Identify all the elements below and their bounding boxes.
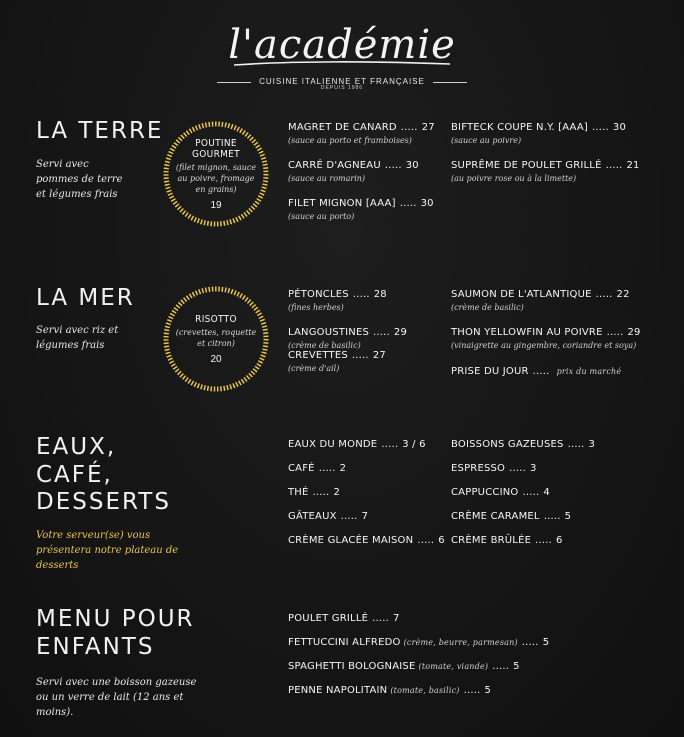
- menu-item: CRÈME CARAMEL ..... 5: [451, 511, 572, 522]
- section-title-enfants: MENU POUR ENFANTS: [36, 606, 195, 660]
- menu-item: SAUMON DE L'ATLANTIQUE ..... 22 (crème de basilic): [451, 289, 630, 312]
- menu-item: SPAGHETTI BOLOGNAISE (tomate, viande) ..... 5: [288, 661, 520, 672]
- item-name: BIFTECK COUPE N.Y. [AAA]: [451, 122, 589, 133]
- item-price: 29: [393, 327, 408, 338]
- badge-desc: (filet mignon, sauce au poivre, fromage en grains): [175, 162, 257, 194]
- item-price: 27: [421, 122, 435, 133]
- badge-name: RISOTTO: [195, 313, 237, 325]
- item-note: (crème de basilic): [451, 303, 524, 312]
- item-name: THON YELLOWFIN AU POIVRE: [451, 327, 603, 338]
- badge-risotto: [162, 285, 270, 393]
- menu-item: SUPRÊME DE POULET GRILLÉ ..... 21 (au poivre rose ou à la limette): [451, 160, 640, 183]
- item-note: (sauce au romarin): [288, 174, 366, 183]
- item-note: (crème de basilic): [288, 341, 361, 350]
- menu-item: CREVETTES ..... 27 (crème d'ail): [288, 350, 386, 373]
- menu-item: THÉ ..... 2: [288, 487, 341, 498]
- menu-item: MAGRET DE CANARD ..... 27 (sauce au porto et framboises): [288, 122, 435, 145]
- badge-desc: (crevettes, roquette et citron): [175, 327, 257, 348]
- item-price: 30: [420, 198, 434, 209]
- item-name: CREVETTES: [288, 350, 348, 361]
- cuisine-subtitle: CUISINE ITALIENNE ET FRANÇAISE: [251, 77, 433, 86]
- menu-item: PRISE DU JOUR ..... prix du marché: [451, 366, 622, 377]
- item-name: PRISE DU JOUR: [451, 366, 529, 377]
- menu-item: FILET MIGNON [AAA] ..... 30 (sauce au porto): [288, 198, 434, 221]
- menu-item: PÉTONCLES ..... 28 (fines herbes): [288, 289, 387, 312]
- menu-item: CAFÉ ..... 2: [288, 463, 347, 474]
- menu-item: CRÈME BRÛLÉE ..... 6: [451, 535, 563, 546]
- item-name: FILET MIGNON [AAA]: [288, 198, 396, 209]
- menu-item: CARRÉ D'AGNEAU ..... 30 (sauce au romarin): [288, 160, 419, 183]
- menu-item: POULET GRILLÉ ..... 7: [288, 613, 400, 624]
- item-name: PÉTONCLES: [288, 289, 349, 300]
- section-title-terre: LA TERRE: [36, 118, 164, 144]
- badge-name: POUTINE GOURMET: [192, 137, 240, 160]
- item-price: 28: [373, 289, 387, 300]
- item-note: (crème d'ail): [288, 364, 340, 373]
- logo-swash: [232, 60, 452, 68]
- item-name: MAGRET DE CANARD: [288, 122, 397, 133]
- item-note: (fines herbes): [288, 303, 344, 312]
- menu-item: LANGOUSTINES ..... 29 (crème de basilic): [288, 327, 408, 350]
- menu-item: ESPRESSO ..... 3: [451, 463, 537, 474]
- restaurant-logo: l'académie: [228, 22, 456, 68]
- menu-item: FETTUCCINI ALFREDO (crème, beurre, parmesan) ..... 5: [288, 637, 550, 648]
- item-name: SUPRÊME DE POULET GRILLÉ: [451, 160, 602, 171]
- since-label: DEPUIS 1986: [320, 85, 364, 91]
- item-note: (sauce au poivre): [451, 136, 522, 145]
- section-title-eaux: EAUX, CAFÉ, DESSERTS: [36, 434, 171, 516]
- section-desc-terre: Servi avec pommes de terre et légumes frais: [36, 159, 123, 200]
- section-desc-enfants: Servi avec une boisson gazeuse ou un verre de lait (12 ans et moins).: [36, 677, 197, 718]
- menu-item: GÂTEAUX ..... 7: [288, 511, 369, 522]
- item-note: (sauce au porto): [288, 212, 355, 221]
- item-note: (vinaigrette au gingembre, coriandre et soya): [451, 341, 637, 350]
- item-name: CARRÉ D'AGNEAU: [288, 160, 381, 171]
- section-title-mer: LA MER: [36, 285, 135, 311]
- menu-item: PENNE NAPOLITAIN (tomate, basilic) ..... 5: [288, 685, 492, 696]
- section-desc-mer: Servi avec riz et légumes frais: [36, 325, 119, 351]
- menu-item: CAPPUCCINO ..... 4: [451, 487, 550, 498]
- menu-item: CRÈME GLACÉE MAISON ..... 6: [288, 535, 445, 546]
- item-note: (sauce au porto et framboises): [288, 136, 412, 145]
- item-price: 21: [626, 160, 640, 171]
- item-price: 27: [372, 350, 386, 361]
- menu-item: BIFTECK COUPE N.Y. [AAA] ..... 30 (sauce au poivre): [451, 122, 627, 145]
- menu-item: EAUX DU MONDE ..... 3 / 6: [288, 439, 426, 450]
- badge-poutine: [162, 120, 270, 228]
- badge-price: 20: [210, 353, 222, 365]
- item-price: 30: [405, 160, 419, 171]
- section-desc-eaux: Votre serveur(se) vous présentera notre plateau de desserts: [36, 530, 179, 571]
- item-price: 22: [616, 289, 630, 300]
- menu-item: BOISSONS GAZEUSES ..... 3: [451, 439, 596, 450]
- badge-price: 19: [210, 199, 222, 211]
- item-note: (au poivre rose ou à la limette): [451, 174, 577, 183]
- item-price: 29: [627, 327, 641, 338]
- item-price: 30: [612, 122, 627, 133]
- menu-item: THON YELLOWFIN AU POIVRE ..... 29 (vinaigrette au gingembre, coriandre et soya): [451, 327, 641, 350]
- item-name: SAUMON DE L'ATLANTIQUE: [451, 289, 592, 300]
- item-name: LANGOUSTINES: [288, 327, 370, 338]
- item-price: prix du marché: [556, 367, 622, 376]
